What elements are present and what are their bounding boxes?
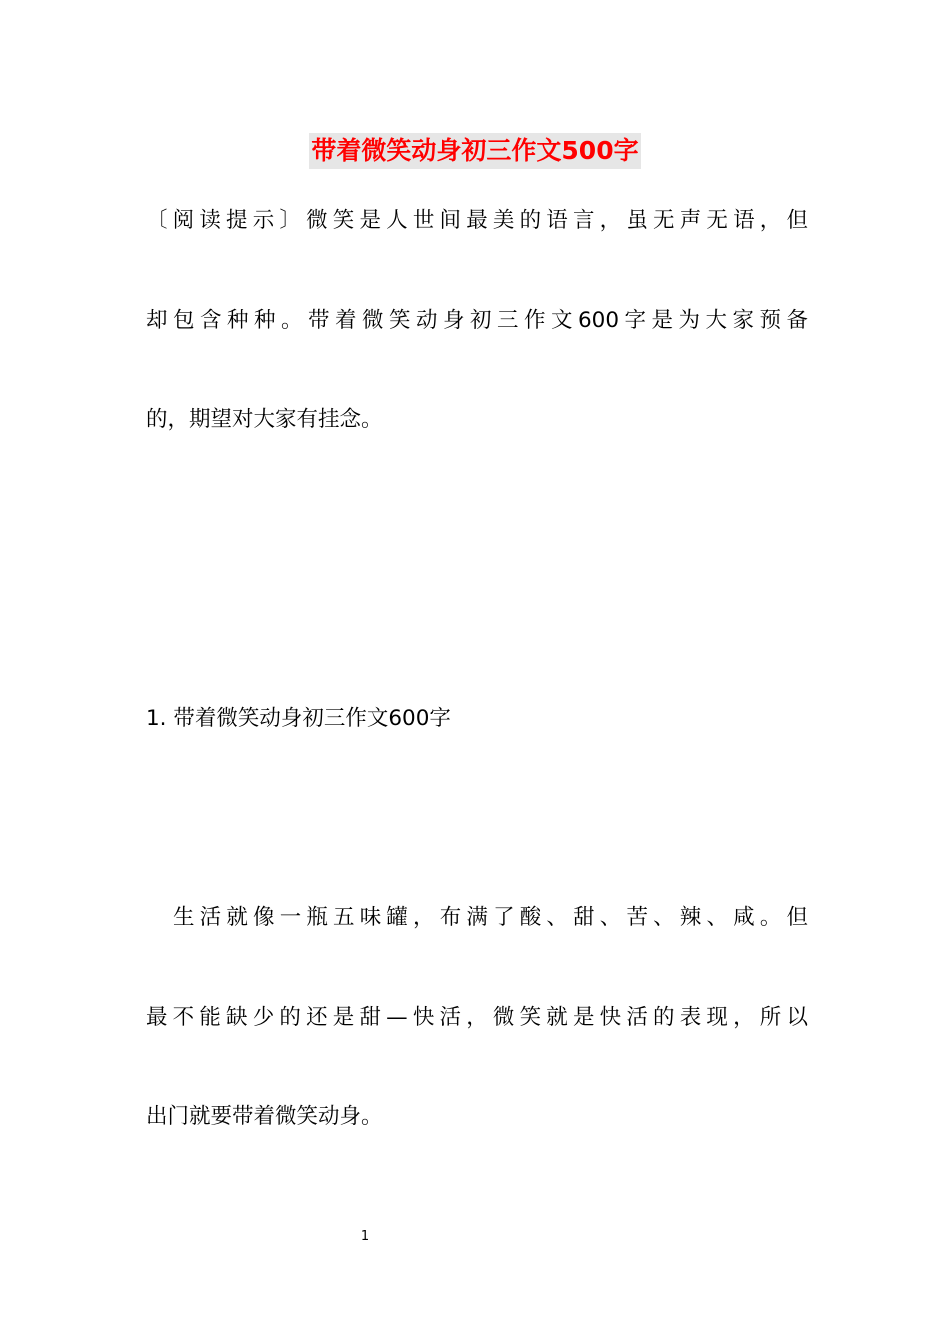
- section-heading: 1. 带着微笑动身初三作文600字: [146, 706, 451, 731]
- page-number: 1: [360, 1229, 370, 1244]
- document-title-text: 带着微笑动身初三作文500字: [309, 133, 640, 169]
- intro-line-3: 的，期望对大家有挂念。: [146, 407, 383, 432]
- intro-line-1: 〔阅读提示〕微笑是人世间最美的语言，虽无声无语，但: [146, 208, 808, 233]
- body-line-1: 生活就像一瓶五味罐，布满了酸、甜、苦、辣、咸。但: [173, 905, 808, 930]
- body-line-3: 出门就要带着微笑动身。: [146, 1104, 383, 1129]
- intro-line-2: 却包含种种。带着微笑动身初三作文600字是为大家预备: [146, 308, 808, 333]
- document-title: [0, 133, 950, 173]
- body-line-2: 最不能缺少的还是甜—快活，微笑就是快活的表现，所以: [146, 1005, 808, 1030]
